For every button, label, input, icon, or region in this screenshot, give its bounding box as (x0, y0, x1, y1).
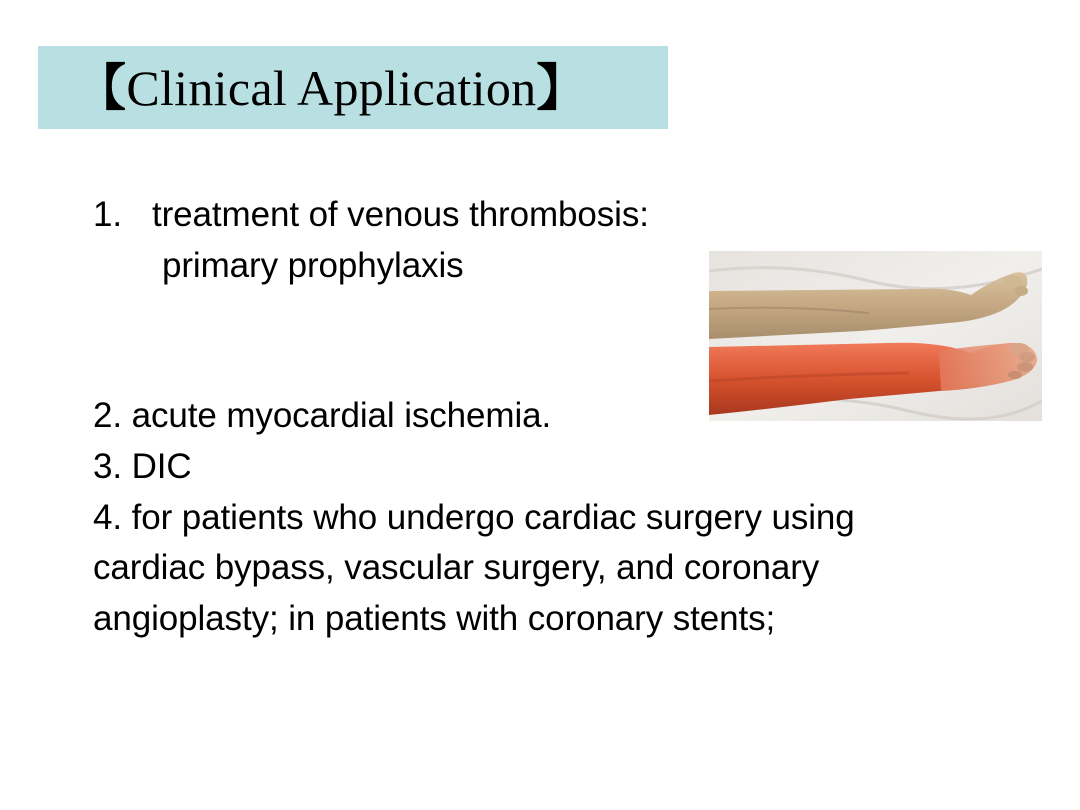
legs-illustration (709, 251, 1042, 421)
list-item-4-line-1: 4. for patients who undergo cardiac surgery using (93, 498, 855, 537)
slide-title (76, 59, 587, 116)
list-item-1-number: 1. (93, 195, 122, 234)
title-open-bracket: 【 (76, 59, 127, 116)
title-close-bracket: 】 (536, 59, 587, 116)
list-item-3: 3. DIC (93, 447, 192, 486)
list-item-4-line-3: angioplasty; in patients with coronary stents; (93, 599, 776, 638)
legs-photo (709, 251, 1042, 421)
list-item-1-text: treatment of venous thrombosis: (152, 195, 649, 234)
list-item-2: 2. acute myocardial ischemia. (93, 396, 552, 435)
list-item-4-line-2: cardiac bypass, vascular surgery, and coronary (93, 548, 820, 587)
list-item-1 (93, 197, 649, 232)
title-banner (38, 46, 668, 129)
title-text: Clinical Application (126, 59, 537, 116)
list-item-1-sub: primary prophylaxis (162, 246, 464, 285)
